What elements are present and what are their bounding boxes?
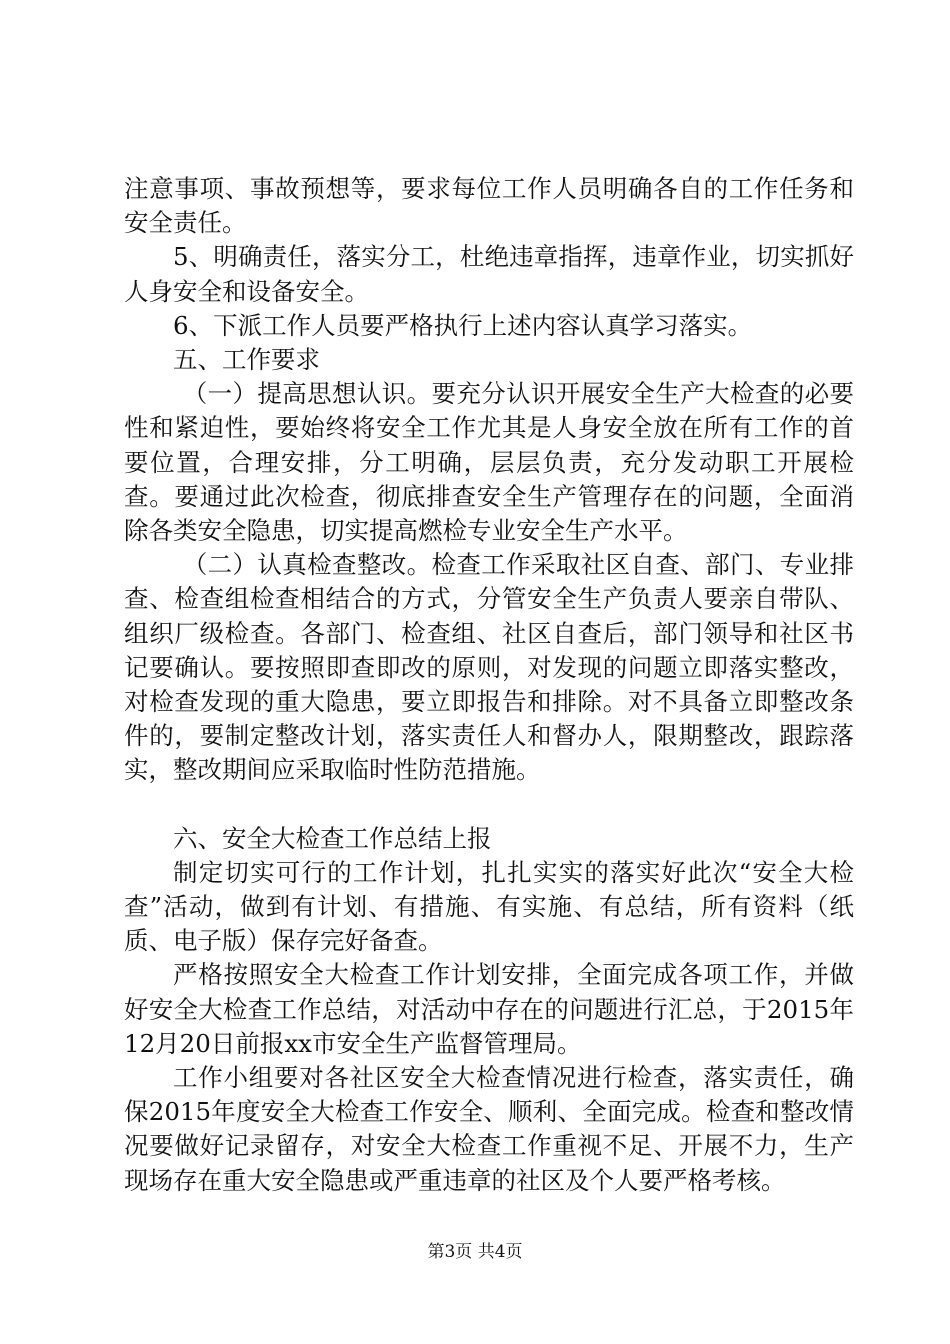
page-footer — [0, 1241, 950, 1263]
paragraph-summary-report: 严格按照安全大检查工作计划安排，全面完成各项工作，并做好安全大检查工作总结，对活动中存在的问题进行汇总，于2015年12月20日前报xx市安全生产监督管理局。 — [124, 960, 854, 1058]
document-body — [124, 172, 854, 1198]
paragraph-summary-assessment: 工作小组要对各社区安全大检查情况进行检查，落实责任，确保2015年度安全大检查工作安全、顺利、全面完成。检查和整改情况要做好记录留存，对安全大检查工作重视不足、开展不力，生产现场存在重大安全隐患或严重违章的社区及个人要严格考核。 — [124, 1063, 854, 1195]
paragraph-item-6: 6、下派工作人员要严格执行上述内容认真学习落实。 — [173, 310, 753, 340]
section-heading-5: 五、工作要求 — [173, 345, 320, 375]
page-number-label: 第3页 共4页 — [427, 1242, 523, 1262]
paragraph-requirement-2: （二）认真检查整改。检查工作采取社区自查、部门、专业排查、检查组检查相结合的方式，分管安全生产负责人要亲自带队、组织厂级检查。各部门、检查组、社区自查后，部门领导和社区书记要确认。要按照即查即改的原则，对发现的问题立即落实整改，对检查发现的重大隐患，要立即报告和排除。对不具备立即整改条件的，要制定整改计划，落实责任人和督办人，限期整改，跟踪落实，整改期间应采取临时性防范措施。 — [124, 550, 854, 785]
paragraph-summary-plan: 制定切实可行的工作计划，扎扎实实的落实好此次“安全大检查”活动，做到有计划、有措施、有实施、有总结，所有资料（纸质、电子版）保存完好备查。 — [124, 857, 854, 956]
paragraph-spacer — [124, 788, 854, 822]
paragraph-continuation: 注意事项、事故预想等，要求每位工作人员明确各自的工作任务和安全责任。 — [124, 174, 854, 238]
paragraph-item-5: 5、明确责任，落实分工，杜绝违章指挥，违章作业，切实抓好人身安全和设备安全。 — [124, 242, 854, 306]
section-heading-6: 六、安全大检查工作总结上报 — [173, 823, 492, 853]
paragraph-requirement-1: （一）提高思想认识。要充分认识开展安全生产大检查的必要性和紧迫性，要始终将安全工作尤其是人身安全放在所有工作的首要位置，合理安排，分工明确，层层负责，充分发动职工开展检查。要通过此次检查，彻底排查安全生产管理存在的问题，全面消除各类安全隐患，切实提高燃检专业安全生产水平。 — [124, 379, 854, 546]
